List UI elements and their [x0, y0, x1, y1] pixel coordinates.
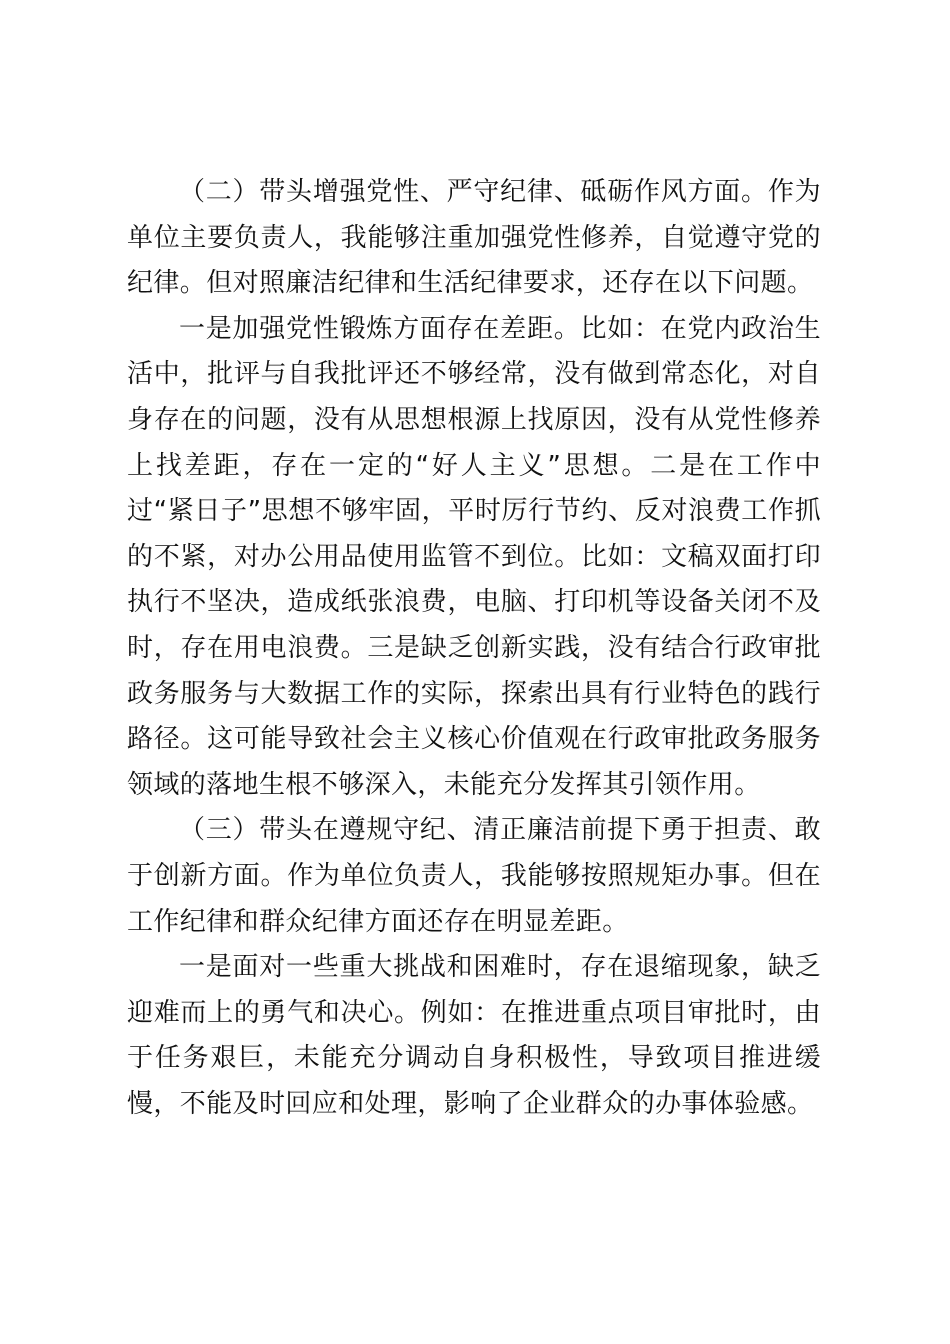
- section-three-detail-paragraph: 一是面对一些重大挑战和困难时，存在退缩现象，缺乏迎难而上的勇气和决心。例如：在推进重点项目审批时，由于任务艰巨，未能充分调动自身积极性，导致项目推进缓慢，不能及时回应和处理，影响了企业群众的办事体验感。: [127, 952, 821, 1119]
- section-two-heading-paragraph: （二）带头增强党性、严守纪律、砥砺作风方面。作为单位主要负责人，我能够注重加强党性修养，自觉遵守党的纪律。但对照廉洁纪律和生活纪律要求，还存在以下问题。: [127, 177, 821, 299]
- section-three-heading-paragraph: （三）带头在遵规守纪、清正廉洁前提下勇于担责、敢于创新方面。作为单位负责人，我能够按照规矩办事。但在工作纪律和群众纪律方面还存在明显差距。: [127, 815, 821, 937]
- section-two-detail-paragraph: 一是加强党性锻炼方面存在差距。比如：在党内政治生活中，批评与自我批评还不够经常，没有做到常态化，对自身存在的问题，没有从思想根源上找原因，没有从党性修养上找差距，存在一定的“好人主义”思想。二是在工作中过“紧日子”思想不够牢固，平时厉行节约、反对浪费工作抓的不紧，对办公用品使用监管不到位。比如：文稿双面打印执行不坚决，造成纸张浪费，电脑、打印机等设备关闭不及时，存在用电浪费。三是缺乏创新实践，没有结合行政审批政务服务与大数据工作的实际，探索出具有行业特色的践行路径。这可能导致社会主义核心价值观在行政审批政务服务领域的落地生根不够深入，未能充分发挥其引领作用。: [127, 313, 821, 800]
- document-body: [127, 170, 821, 1127]
